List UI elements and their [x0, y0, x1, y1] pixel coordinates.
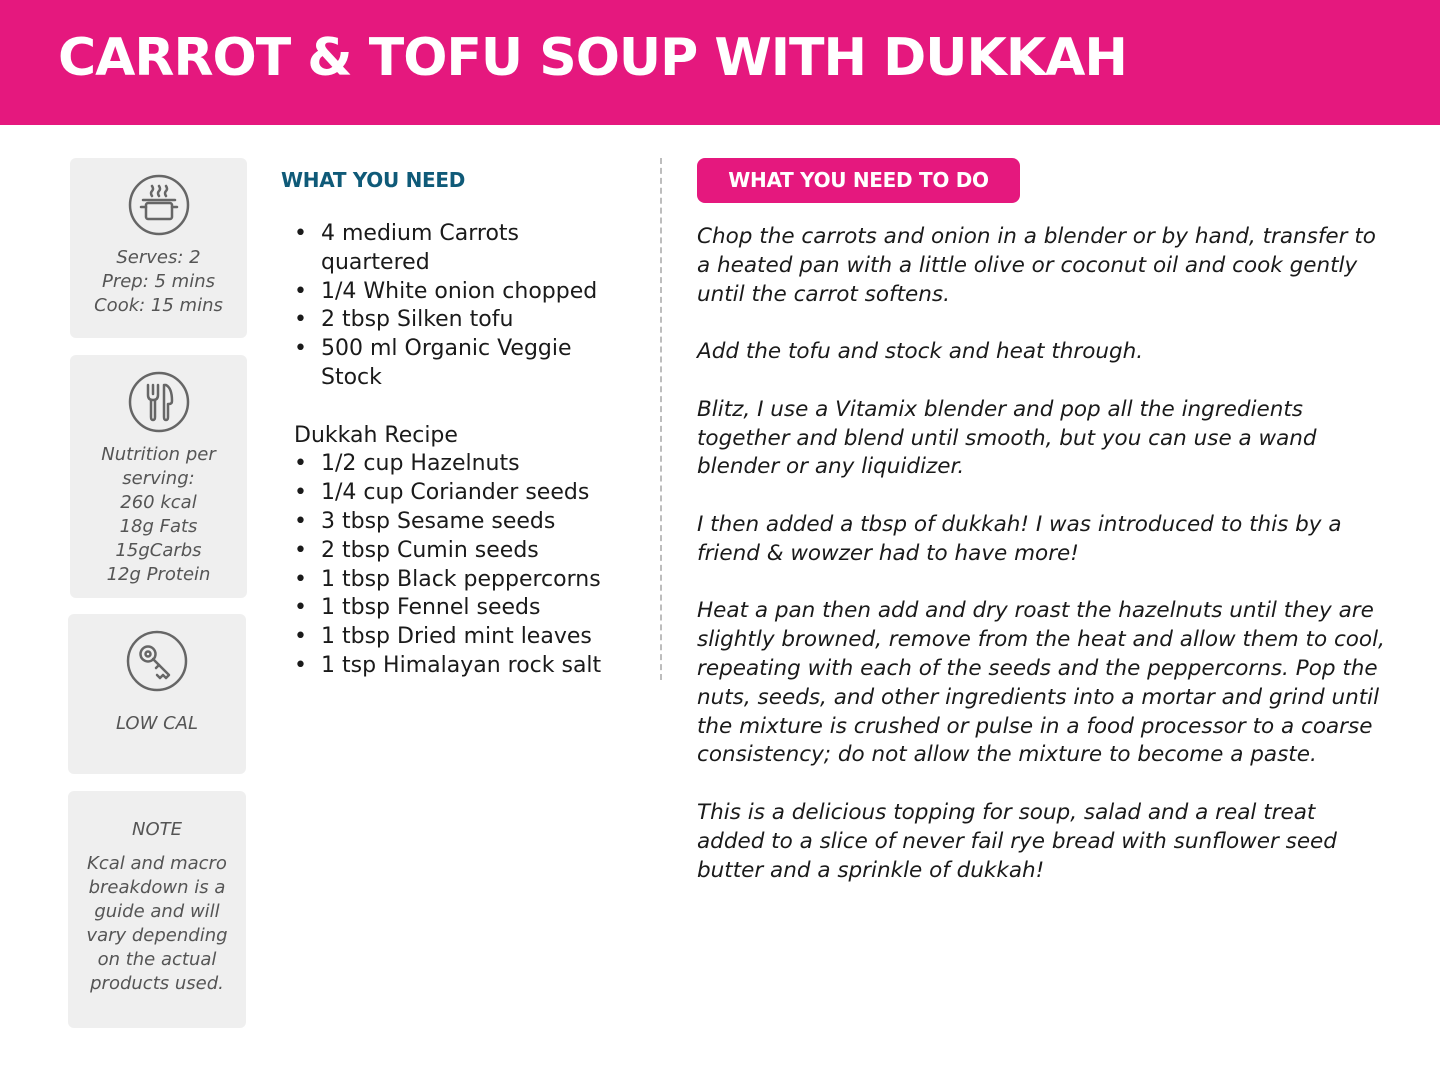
serves-card: [70, 158, 247, 338]
method-step: I then added a tbsp of dukkah! I was introduced to this by a friend & wowzer had to have more!: [697, 511, 1342, 566]
method-step: Heat a pan then add and dry roast the hazelnuts until they are slightly browned, remove from the heat and allow them to cool, repeating with each of the seeds and the peppercorns. Pop the nuts, seeds, and other ingredients into a mortar and grind until the mixture is crushed or pulse in a food processor to a coarse consistency; do not allow the mixture to become a paste.: [697, 598, 1385, 768]
list-item: • 2 tbsp Silken tofu: [294, 306, 634, 335]
method-step: Chop the carrots and onion in a blender or by hand, transfer to a heated pan with a little olive or coconut oil and cook gently until the carrot softens.: [697, 224, 1376, 307]
dukkah-ingredients: [294, 450, 634, 680]
list-item: • 1 tsp Himalayan rock salt: [294, 652, 634, 681]
list-item: • 4 medium Carrots quartered: [294, 220, 634, 278]
fats-value: 18g Fats: [119, 516, 198, 537]
note-line: products used.: [90, 973, 224, 994]
fork-knife-icon: [128, 371, 190, 433]
note-heading: NOTE: [131, 819, 182, 840]
key-icon: [126, 630, 188, 692]
list-item: • 1 tbsp Fennel seeds: [294, 594, 634, 623]
note-line: Kcal and macro: [87, 853, 227, 874]
note-line: guide and will: [94, 901, 220, 922]
note-line: breakdown is a: [88, 877, 226, 898]
nutrition-info: [70, 443, 247, 587]
method-heading: WHAT YOU NEED TO DO: [697, 158, 1020, 203]
cooking-pot-icon: [128, 174, 190, 236]
method-steps: [697, 223, 1387, 914]
cook-time-text: Cook: 15 mins: [94, 295, 223, 316]
ingredients-list: [294, 220, 634, 681]
carbs-value: 15gCarbs: [115, 540, 202, 561]
list-item: • 1 tbsp Black peppercorns: [294, 566, 634, 595]
low-cal-card: [68, 614, 246, 774]
recipe-title: CARROT & TOFU SOUP WITH DUKKAH: [58, 28, 1127, 88]
prep-time-text: Prep: 5 mins: [101, 271, 216, 292]
list-item: • 1/2 cup Hazelnuts: [294, 450, 634, 479]
protein-value: 12g Protein: [106, 564, 211, 585]
note-line: vary depending: [86, 925, 228, 946]
kcal-value: 260 kcal: [120, 492, 197, 513]
low-cal-label: LOW CAL: [115, 713, 199, 734]
dukkah-subheading: Dukkah Recipe: [294, 422, 458, 448]
nutrition-line: Nutrition per: [101, 444, 216, 465]
list-item: • 1/4 cup Coriander seeds: [294, 479, 634, 508]
ingredients-heading: WHAT YOU NEED: [281, 168, 466, 192]
list-item: • 2 tbsp Cumin seeds: [294, 537, 634, 566]
list-item: • 1 tbsp Dried mint leaves: [294, 623, 634, 652]
nutrition-card: [70, 355, 247, 598]
note-card: [68, 791, 246, 1028]
method-step: This is a delicious topping for soup, salad and a real treat added to a slice of never fail rye bread with sunflower seed butter and a sprinkle of dukkah!: [697, 799, 1337, 883]
title-banner: [0, 0, 1440, 125]
serves-text: Serves: 2: [116, 247, 201, 268]
list-item: • 500 ml Organic Veggie Stock: [294, 335, 634, 393]
method-step: Blitz, I use a Vitamix blender and pop all the ingredients together and blend until smooth, but you can use a wand blender or any liquidizer.: [697, 396, 1317, 480]
column-divider: [660, 158, 662, 680]
note-info: [68, 818, 246, 996]
main-ingredients: [294, 220, 634, 393]
nutrition-line: serving:: [122, 468, 195, 489]
serves-info: [70, 246, 247, 318]
list-item: • 3 tbsp Sesame seeds: [294, 508, 634, 537]
list-item: • 1/4 White onion chopped: [294, 278, 634, 307]
method-step: Add the tofu and stock and heat through.: [697, 339, 1144, 365]
note-line: on the actual: [97, 949, 217, 970]
